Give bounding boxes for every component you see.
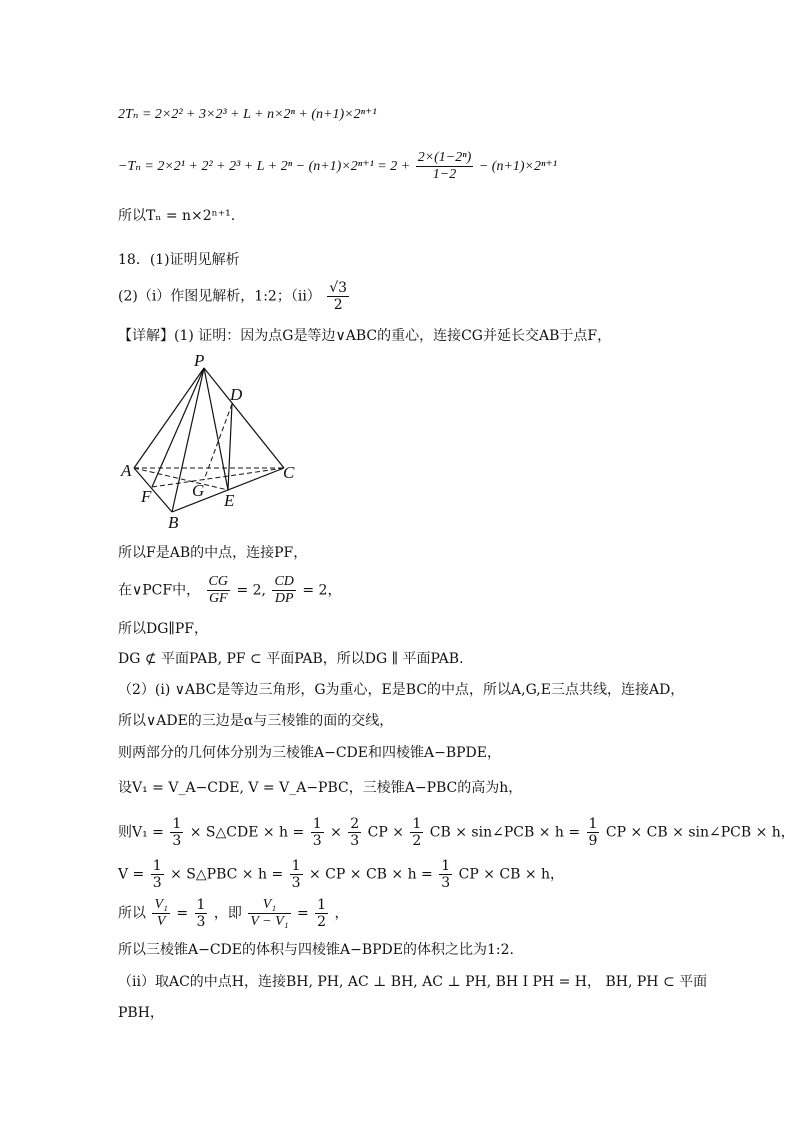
label-E: E [224,491,235,510]
label-F: F [141,487,152,506]
edge-FC-dashed [152,468,284,487]
edge-PC [204,368,284,468]
fraction-numerator: 2 [350,816,360,832]
fraction-numerator: 1 [441,858,451,874]
fraction-denominator: V [156,914,166,930]
v-part-b: × S△PBC × h = [170,866,284,883]
fraction-1-3 [439,858,452,891]
equation-neg-tn-left: −Tₙ = 2×2¹ + 2² + 2³ + L + 2ⁿ − (n+1)×2ⁿ⁺¹ = 2 + [118,158,411,174]
fraction-numerator: 1 [312,816,322,832]
fraction-denominator: 3 [172,833,182,850]
label-B: B [168,513,179,532]
ratio-line [118,574,341,607]
v-prefix: V = [118,866,145,883]
edge-PE [204,368,228,490]
ratio-result-eq: = [176,905,189,922]
ratio-result-end: ， [334,905,349,922]
answer-summary [118,280,351,313]
ratio-result-prefix: 所以 [118,905,146,922]
v1-part-c: × [330,824,342,841]
fraction-1-3 [311,816,324,849]
fraction-denominator: 9 [588,833,598,850]
v1-formula [118,816,795,849]
v-part-c: × CP × CB × h = [309,866,433,883]
label-P: P [194,352,205,370]
fraction-1-2 [315,897,328,930]
v1-part-f: CP × CB × sin∠PCB × h， [605,824,795,841]
v1-part-d: CP × [367,824,404,841]
fraction-1-2 [410,816,423,849]
two-solids: 则两部分的几何体分别为三棱锥A−CDE和四棱锥A−BPDE， [118,745,501,761]
detail-part1-intro: 【详解】(1) 证明：因为点G是等边∨ABC的重心，连接CG并延长交AB于点F， [118,328,612,344]
fraction-1-3 [151,858,164,891]
fraction-cg-gf [207,574,230,607]
v1-part-e: CB × sin∠PCB × h = [429,824,581,841]
question-18-heading: 18．(1)证明见解析 [118,252,240,268]
fraction-numerator: 1 [172,816,182,832]
v1-prefix: 则V₁ = [118,824,164,841]
fraction-2-3 [348,816,361,849]
volume-definitions: 设V₁ = V_A−CDE, V = V_A−PBC，三棱锥A−PBC的高为h， [118,780,523,796]
answer-summary-text: (2)（i）作图见解析，1:2；（ii） [118,288,321,305]
ratio-mid: = 2, [236,582,266,599]
fraction-denominator: 3 [291,875,301,892]
fraction-denominator: GF [208,591,228,607]
fraction-v1-v [152,897,169,930]
fraction-denominator: 3 [196,914,206,931]
fraction-denominator: 3 [312,833,322,850]
fraction-numerator: 1 [152,858,162,874]
fraction-1-3 [290,858,303,891]
equation-2tn: 2Tₙ = 2×2² + 3×2³ + L + n×2ⁿ + (n+1)×2ⁿ⁺¹ [118,107,377,122]
fraction-numerator: 1 [291,858,301,874]
fraction-denominator: 3 [350,833,360,850]
fraction-numerator: V₁ [152,897,169,914]
edge-DE [228,404,232,490]
fraction-denominator: 3 [152,875,162,892]
ratio-result-mid: ，即 [213,905,242,922]
fraction-denominator: 2 [333,297,343,314]
edge-DG-dashed [204,404,232,480]
fraction-1-9 [587,816,600,849]
fraction-denominator: 3 [441,875,451,892]
ratio-result [118,897,349,930]
fraction-1-3 [195,897,208,930]
dg-parallel-plane: DG ⊄ 平面PAB, PF ⊂ 平面PAB，所以DG ∥ 平面PAB. [118,651,464,667]
fraction-denominator: 2 [317,914,327,931]
fraction-numerator: 1 [317,897,327,913]
part2-ii-continued: PBH， [118,1005,164,1021]
v1-part-b: × S△CDE × h = [189,824,305,841]
fraction-numerator: 2×(1−2ⁿ) [416,150,474,167]
v-formula [118,858,564,891]
fraction-denominator: 1−2 [432,167,457,183]
fraction-geometric-sum [416,150,474,183]
dg-parallel-pf: 所以DG∥PF， [118,621,209,637]
fraction-denominator: V − V₁ [250,914,289,930]
part2-ii-intro: （ii）取AC的中点H，连接BH, PH, AC ⊥ BH, AC ⊥ PH, BH I PH = H， BH, PH ⊂ 平面 [118,974,708,990]
volume-ratio-conclusion: 所以三棱锥A−CDE的体积与四棱锥A−BPDE的体积之比为1:2. [118,942,514,958]
fraction-v1-v-minus-v1 [248,897,290,930]
ratio-end: = 2， [302,582,342,599]
f-midpoint: 所以F是AB的中点，连接PF， [118,545,308,561]
label-A: A [121,461,132,480]
conclusion-tn: 所以Tₙ = n×2ⁿ⁺¹. [118,208,236,224]
label-C: C [283,463,295,482]
fraction-numerator: CG [207,574,230,591]
fraction-numerator: 1 [588,816,598,832]
fraction-numerator: 1 [412,816,422,832]
equation-neg-tn-right: − (n+1)×2ⁿ⁺¹ [478,158,557,174]
ratio-result-eq2: = [296,905,309,922]
equation-neg-tn [118,150,557,183]
fraction-numerator: CD [272,574,295,591]
tetrahedron-figure [118,352,318,532]
edge-PF [152,368,204,487]
edge-AB [134,468,172,512]
part2-i-intro: （2）(i) ∨ABC是等边三角形，G为重心，E是BC的中点，所以A,G,E三点共线，连接AD， [118,682,685,698]
fraction-1-3 [170,816,183,849]
label-G: G [192,481,205,500]
v-part-d: CP × CB × h， [458,866,565,883]
label-D: D [230,385,243,404]
fraction-cd-dp [272,574,295,607]
fraction-numerator: √3 [329,280,348,296]
fraction-denominator: DP [274,591,294,607]
fraction-root3-over-2 [327,280,349,313]
fraction-numerator: 1 [196,897,206,913]
ratio-prefix: 在∨PCF中， [118,582,201,599]
fraction-denominator: 2 [412,833,422,850]
fraction-numerator: V₁ [248,897,290,914]
ade-intersection: 所以∨ADE的三边是α与三棱锥的面的交线， [118,713,394,729]
